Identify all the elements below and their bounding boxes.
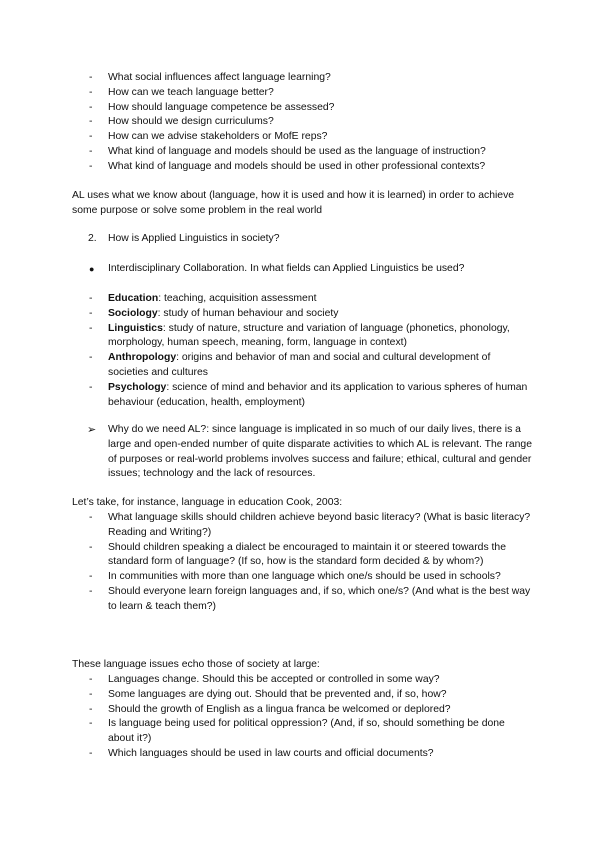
arrow-marker: ➢ — [87, 424, 97, 436]
list-item — [72, 130, 532, 145]
list-item — [72, 381, 532, 411]
field-desc: : science of mind and behavior and its application to various spheres of human behaviour (education, health, employment) — [108, 381, 528, 408]
list-item — [72, 747, 532, 762]
interdisciplinary-text: Interdisciplinary Collaboration. In what fields can Applied Linguistics be used? — [108, 263, 465, 274]
question-text: What social influences affect language learning? — [108, 72, 331, 83]
section-title: How is Applied Linguistics in society? — [108, 233, 280, 244]
dash-marker: - — [89, 307, 93, 319]
interdisciplinary-list — [72, 262, 532, 277]
question-text: Should children speaking a dialect be encouraged to maintain it or steered towards the standard form of language? (If so, how is the standard form decided & by whom?) — [108, 541, 506, 568]
list-item — [72, 101, 532, 116]
dash-marker: - — [89, 160, 93, 172]
dash-marker: - — [89, 688, 93, 700]
society-intro: These language issues echo those of society at large: — [72, 659, 320, 670]
dash-marker: - — [89, 703, 93, 715]
list-item — [72, 570, 532, 585]
bullet-marker: ● — [89, 264, 95, 274]
dash-marker: - — [89, 747, 93, 759]
list-item — [72, 717, 532, 747]
question-text: What kind of language and models should be used as the language of instruction? — [108, 145, 486, 157]
field-desc: : origins and behavior of man and social and cultural development of societies and cultures — [108, 352, 491, 378]
list-item — [72, 160, 532, 175]
dash-marker: - — [89, 145, 93, 157]
section-2-heading — [72, 232, 532, 247]
question-text: How can we advise stakeholders or MofE reps? — [108, 131, 328, 143]
question-text: What kind of language and models should be used in other professional contexts? — [108, 160, 486, 172]
field-name: Linguistics — [108, 322, 163, 334]
question-text: Some languages are dying out. Should that be prevented and, if so, how? — [108, 688, 447, 700]
list-item — [72, 423, 532, 482]
dash-marker: - — [89, 512, 93, 523]
why-need-text: Why do we need AL?: since language is implicated in so much of our daily lives, there is a large and open-ended number of quite disparate activities to which AL is relevant. The range of purposes or real-world problems involves success and failure; ethical, cultural and gender issues; technology and the lack of resources. — [108, 424, 532, 480]
field-desc: : study of human behaviour and society — [157, 307, 339, 319]
list-item — [72, 585, 532, 615]
question-text: In communities with more than one language which one/s should be used in schools? — [108, 571, 501, 583]
dash-marker: - — [89, 101, 93, 113]
list-item — [72, 71, 532, 86]
dash-marker: - — [89, 72, 93, 83]
dash-marker: - — [89, 86, 93, 98]
list-item — [72, 541, 532, 571]
list-item — [72, 322, 532, 352]
section-2-heading-list — [72, 232, 532, 247]
dash-marker: - — [89, 381, 93, 393]
list-item — [72, 351, 532, 381]
dash-marker: - — [89, 322, 93, 334]
education-question-list — [72, 511, 532, 615]
question-text: How can we teach language better? — [108, 86, 274, 98]
why-need-list — [72, 423, 532, 482]
list-item — [72, 307, 532, 322]
list-item — [72, 292, 532, 307]
dash-marker: - — [89, 718, 93, 730]
question-text: Should everyone learn foreign languages and, if so, which one/s? (And what is the best way to learn & teach them?) — [108, 585, 531, 612]
dash-marker: - — [89, 116, 93, 128]
question-text: How should language competence be assessed? — [108, 101, 335, 113]
number-marker: 2. — [88, 233, 97, 244]
dash-marker: - — [89, 293, 93, 304]
question-text: Which languages should be used in law courts and official documents? — [108, 747, 434, 759]
field-desc: : study of nature, structure and variation of language (phonetics, phonology, morphology, human speech, meaning, form, language in context) — [108, 322, 510, 349]
field-name: Sociology — [108, 307, 158, 319]
society-question-list — [72, 673, 532, 762]
field-list — [72, 292, 532, 410]
dash-marker: - — [89, 585, 93, 597]
dash-marker: - — [89, 541, 93, 553]
al-definition: AL uses what we know about (language, how it is used and how it is learned) in order to achieve some purpose or solve some problem in the real world — [72, 190, 515, 216]
list-item — [72, 703, 532, 718]
list-item — [72, 115, 532, 130]
dash-marker: - — [89, 352, 93, 364]
question-text: Is language being used for political oppression? (And, if so, should something be done about it?) — [108, 718, 505, 745]
education-intro: Let’s take, for instance, language in education Cook, 2003: — [72, 497, 343, 508]
list-item — [72, 673, 532, 688]
field-name: Psychology — [108, 381, 167, 393]
top-question-list — [72, 71, 532, 175]
dash-marker: - — [89, 571, 93, 583]
field-desc: : teaching, acquisition assessment — [158, 293, 317, 304]
field-name: Education — [108, 293, 159, 304]
list-item — [72, 688, 532, 703]
list-item — [72, 262, 532, 277]
dash-marker: - — [89, 131, 93, 143]
field-name: Anthropology — [108, 352, 177, 364]
list-item — [72, 511, 532, 541]
question-text: What language skills should children achieve beyond basic literacy? (What is basic literacy? Reading and Writing?) — [108, 512, 531, 538]
list-item — [72, 145, 532, 160]
question-text: How should we design curriculums? — [108, 116, 274, 128]
dash-marker: - — [89, 674, 93, 685]
question-text: Languages change. Should this be accepted or controlled in some way? — [108, 674, 440, 685]
question-text: Should the growth of English as a lingua franca be welcomed or deplored? — [108, 703, 451, 715]
list-item — [72, 86, 532, 101]
